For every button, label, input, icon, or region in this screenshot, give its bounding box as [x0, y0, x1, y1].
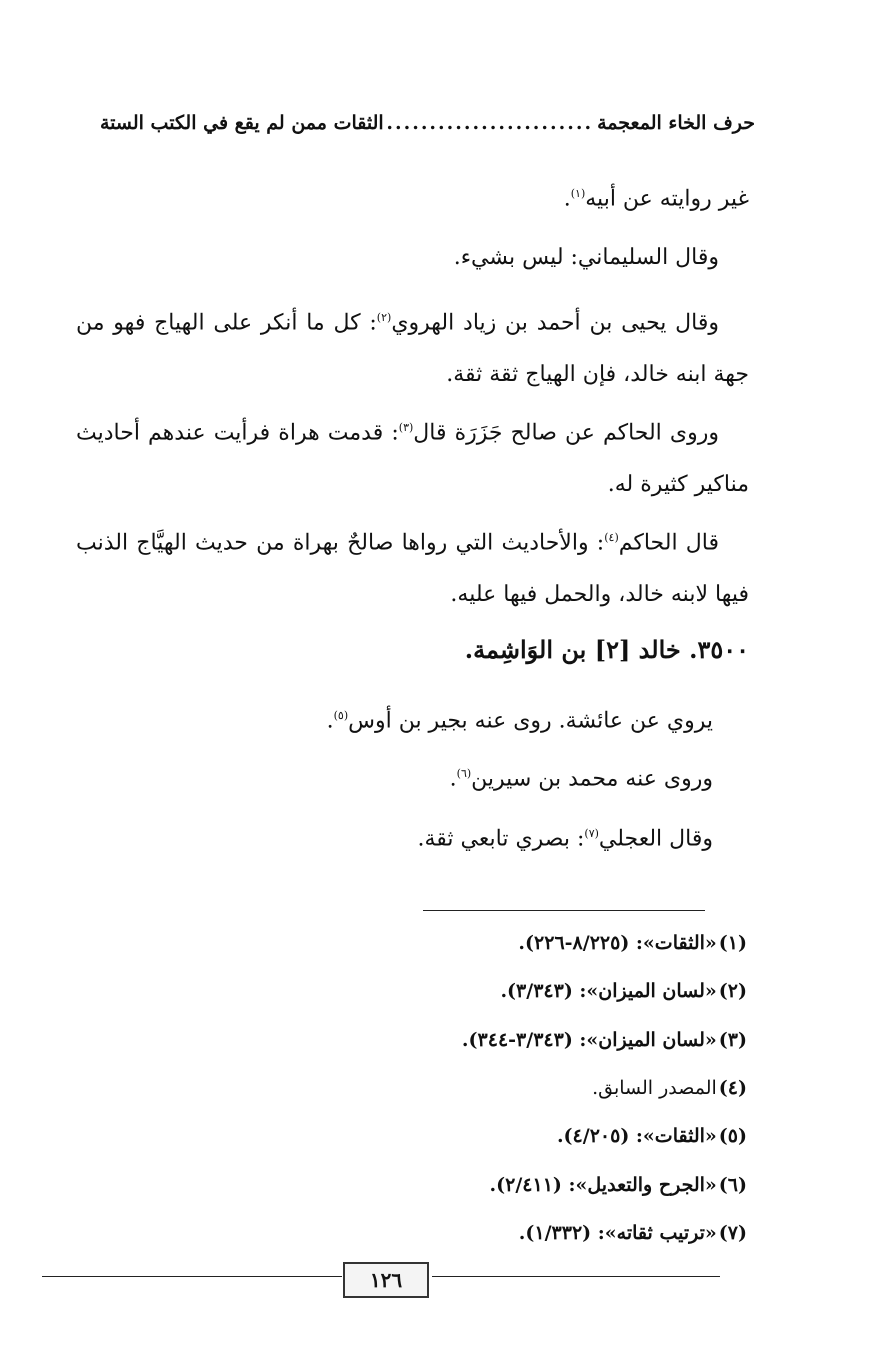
entry-heading: ٣٥٠٠. خالد [٢] بن الوَاشِمة. [464, 635, 749, 664]
book-title: الثقات ممن لم يقع في الكتب الستة [100, 112, 384, 134]
footnote-6: (٦)«الجرح والتعديل»: (٢/٤١١). [489, 1174, 747, 1196]
footer-rule-left [42, 1276, 342, 1277]
footnote-ref[interactable]: (٣) [398, 421, 414, 434]
footnote-ref[interactable]: (٥) [333, 709, 349, 722]
footnote-5: (٥)«الثقات»: (٤/٢٠٥). [556, 1125, 747, 1147]
entry-line-1: يروي عن عائشة. روى عنه بجير بن أوس$^{(٥)}$. [326, 708, 713, 734]
chapter-title: حرف الخاء المعجمة [597, 112, 755, 134]
footnote-divider [423, 910, 705, 911]
paragraph-1: غير روايته عن أبيه$^{(١)}$. [563, 186, 749, 212]
footnote-3: (٣)«لسان الميزان»: (٣/٣٤٣-٣٤٤). [461, 1029, 747, 1051]
paragraph-4: وروى الحاكم عن صالح جَزَرَة قال$^{(٣)}$: قدمت هراة فرأيت عندهم أحاديث مناكير كثيرة له. [76, 420, 749, 498]
leader-dots: ........................ [386, 112, 594, 134]
page-number: ١٢٦ [343, 1262, 429, 1298]
footnote-2: (٢)«لسان الميزان»: (٣/٣٤٣). [500, 980, 747, 1002]
footnote-1: (١)«الثقات»: (٨/٢٢٥-٢٢٦). [518, 932, 747, 954]
entry-line-3: وقال العجلي$^{(٧)}$: بصري تابعي ثقة. [417, 826, 713, 852]
footnote-ref[interactable]: (٧) [584, 827, 599, 840]
running-head [100, 112, 755, 134]
entry-line-2: وروى عنه محمد بن سيرين$^{(٦)}$. [449, 766, 713, 792]
footer-rule-right [432, 1276, 720, 1277]
paragraph-2: وقال السليماني: ليس بشيء. [453, 245, 719, 270]
footnote-ref[interactable]: (٤) [604, 531, 619, 544]
footnote-ref[interactable]: (٢) [376, 311, 392, 324]
footnote-ref[interactable]: (١) [570, 187, 586, 200]
footnote-4: (٤)المصدر السابق. [592, 1077, 747, 1099]
footnote-ref[interactable]: (٦) [456, 767, 472, 780]
footnote-7: (٧)«ترتيب ثقاته»: (١/٣٣٢). [518, 1222, 747, 1244]
paragraph-3: وقال يحيى بن أحمد بن زياد الهروي$^{(٢)}$: كل ما أنكر على الهياج فهو من جهة ابنه خالد، فإن الهياج ثقة ثقة. [76, 310, 749, 388]
paragraph-5: قال الحاكم$^{(٤)}$: والأحاديث التي رواها صالحٌ بهراة من حديث الهيَّاج الذنب فيها لابنه خالد، والحمل فيها عليه. [76, 530, 749, 608]
